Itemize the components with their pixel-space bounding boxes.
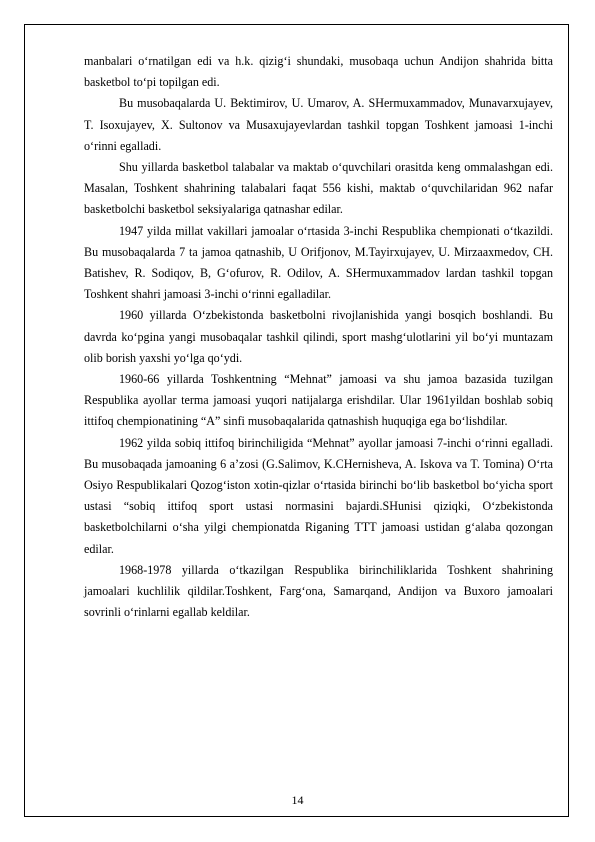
paragraph-4: 1947 yilda millat vakillari jamoalar o‘rtasida 3-inchi Respublika chempionati o‘tkazildi. Bu musobaqalarda 7 ta jamoa qatnashib, U Orifjonov, M.Tayirxujayev, U. Mirzaaxmedov, CH. Batishev, R. Sodiqov, B, G‘ofurov, R. Odilov, A. SHermuxammadov lardan tashkil topgan Toshkent shahri jamoasi 3-inchi o‘rinni egalladilar. — [84, 223, 553, 302]
paragraph-6: 1960-66 yillarda Toshkentning “Mehnat” jamoasi va shu jamoa bazasida tuzilgan Respublika ayollar terma jamoasi yuqori natijalarga erishdilar. Ular 1961yildan boshlab sobiq ittifoq chempionatining “A” sinfi musobaqalarida qatnashish huquqiga ega bo‘lishdilar. — [84, 372, 553, 429]
paragraph-2: Bu musobaqalarda U. Bektimirov, U. Umarov, A. SHermuxammadov, Munavarxujayev, T. Isoxujayev, X. Sultonov va Musaxujayevlardan tashkil topgan Toshkent jamoasi 1-inchi o‘rinni egalladi. — [84, 96, 553, 153]
paragraph-3: Shu yillarda basketbol talabalar va maktab o‘quvchilari orasitda keng ommalashgan edi. Masalan, Toshkent shahrining talabalari faqat 556 kishi, maktab o‘quvchilaridan 962 nafar basketbolchi basketbol seksiyalariga qatnashar edilar. — [84, 160, 553, 217]
document-body — [84, 51, 553, 623]
paragraph-5: 1960 yillarda O‘zbekistonda basketbolni rivojlanishida yangi bosqich boshlandi. Bu davrda ko‘pgina yangi musobaqalar tashkil qilindi, sport mashg‘ulotlarini yil bo‘yi muntazam olib borish yaxshi yo‘lga qo‘ydi. — [84, 308, 553, 365]
paragraph-1: manbalari o‘rnatilgan edi va h.k. qizig‘i shundaki, musobaqa uchun Andijon shahrida bitta basketbol to‘pi topilgan edi. — [84, 54, 553, 90]
page-number: 14 — [291, 793, 304, 807]
paragraph-7: 1962 yilda sobiq ittifoq birinchiligida “Mehnat” ayollar jamoasi 7-inchi o‘rinni egalladi. Bu musobaqada jamoaning 6 a’zosi (G.Salimov, K.CHernisheva, A. Iskova va T. Tomina) O‘rta Osiyo Respublikalari Qozog‘iston xotin-qizlar o‘rtasida birinchi bo‘lib basketbol bo‘yicha sport ustasi “sobiq ittifoq sport ustasi normasini bajardi.SHunisi qiziqki, O‘zbekistonda basketbolchilarni o‘sha yilgi chempionatda Riganing TTT jamoasi ustidan g‘alaba qozongan edilar. — [84, 435, 553, 556]
paragraph-8: 1968-1978 yillarda o‘tkazilgan Respublika birinchiliklarida Toshkent shahrining jamoalari kuchlilik qildilar.Toshkent, Farg‘ona, Samarqand, Andijon va Buxoro jamoalari sovrinli o‘rinlarni egallab keldilar. — [84, 562, 553, 620]
